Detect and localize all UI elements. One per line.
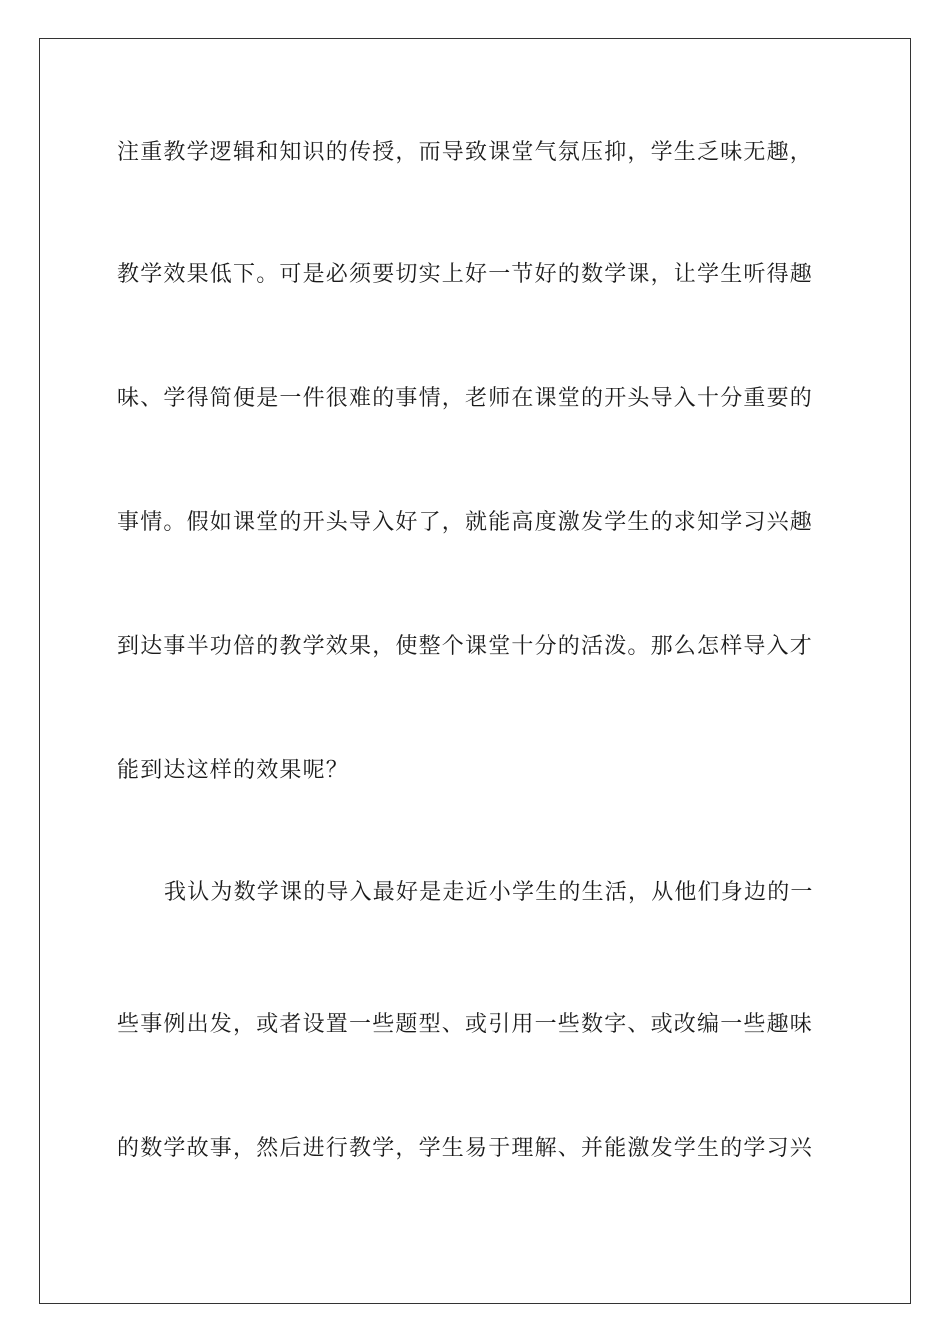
text-line-1: 注重教学逻辑和知识的传授，而导致课堂气氛压抑，学生乏味无趣， [117, 140, 814, 165]
text-line-6: 能到达这样的效果呢？ [117, 758, 350, 783]
paragraph-2-line-2: 些事例出发，或者设置一些题型、或引用一些数字、或改编一些趣味 [117, 1012, 814, 1037]
paragraph-2-line-3: 的数学故事，然后进行教学，学生易于理解、并能激发学生的学习兴 [117, 1136, 814, 1161]
page-border [39, 38, 911, 1304]
text-line-4: 事情。假如课堂的开头导入好了，就能高度激发学生的求知学习兴趣 [117, 510, 814, 535]
text-line-3: 味、学得简便是一件很难的事情，老师在课堂的开头导入十分重要的 [117, 386, 814, 411]
text-line-5: 到达事半功倍的教学效果，使整个课堂十分的活泼。那么怎样导入才 [117, 634, 814, 659]
paragraph-2-line-1: 我认为数学课的导入最好是走近小学生的生活，从他们身边的一 [164, 880, 814, 905]
text-line-2: 教学效果低下。可是必须要切实上好一节好的数学课，让学生听得趣 [117, 262, 814, 287]
